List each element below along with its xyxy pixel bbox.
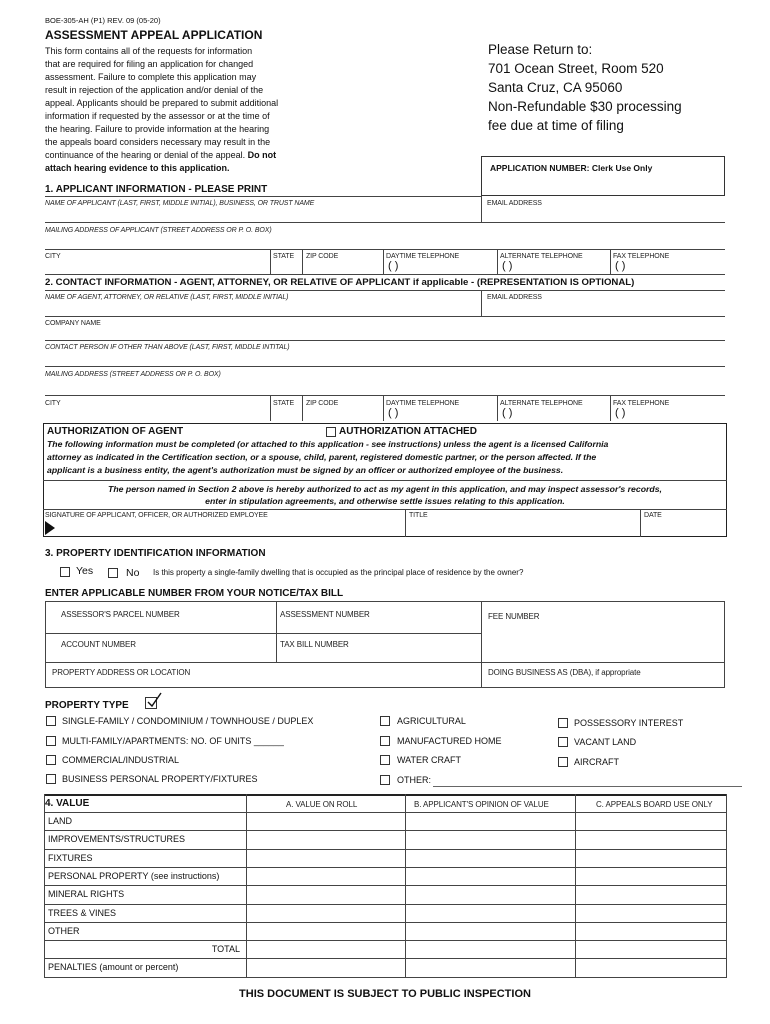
value-row-penalties-col-b-field[interactable] — [406, 960, 574, 974]
value-row-4-label: MINERAL RIGHTS — [48, 889, 125, 900]
property-address-label: PROPERTY ADDRESS OR LOCATION — [52, 668, 191, 677]
company-name-label: COMPANY NAME — [45, 320, 101, 327]
aircraft-checkbox[interactable] — [558, 757, 568, 767]
application-number-label: APPLICATION NUMBER: Clerk Use Only — [490, 163, 653, 173]
applicant-fax-field[interactable]: ( ) — [615, 260, 626, 272]
yes-checkbox[interactable] — [60, 567, 70, 577]
applicant-day-phone-label: DAYTIME TELEPHONE — [386, 253, 460, 260]
applicant-city-label: CITY — [45, 253, 61, 260]
commercial-checkbox[interactable] — [46, 755, 56, 765]
single-family-label: SINGLE-FAMILY / CONDOMINIUM / TOWNHOUSE / DUPLEX — [62, 716, 314, 726]
assessment-number-label: ASSESSMENT NUMBER — [280, 610, 370, 619]
manufactured-home-label: MANUFACTURED HOME — [397, 736, 502, 746]
agent-state-label: STATE — [273, 400, 295, 407]
intro-text: This form contains all of the requests for information that are required for filing an application for changed assessment. Failure to complete this application may result in rejection of the application and/or denial of the appeal. Applicants should be prepared to submit additional information if requested by the assessor or at the time of the hearing. Failure to provide information at the hearing the appeals board considers necessary may result in the continuance of the hearing or denial of the appeal. Do not attach hearing evidence to this application. — [45, 46, 279, 173]
value-row-total-col-c-field[interactable] — [576, 942, 725, 956]
agent-day-phone-field[interactable]: ( ) — [388, 407, 399, 419]
parcel-number-label: ASSESSOR'S PARCEL NUMBER — [61, 610, 180, 619]
value-row-1-col-c-field[interactable] — [576, 832, 725, 846]
account-number-field[interactable] — [50, 647, 272, 661]
applicant-email-label: EMAIL ADDRESS — [487, 200, 542, 207]
value-row-0-label: LAND — [48, 816, 73, 826]
value-row-total-col-a-field[interactable] — [247, 942, 404, 956]
fee-number-label: FEE NUMBER — [488, 612, 540, 621]
other-checkbox[interactable] — [380, 775, 390, 785]
agent-name-field[interactable] — [45, 302, 481, 316]
applicant-name-field[interactable] — [45, 208, 481, 222]
no-label: No — [126, 567, 140, 579]
aircraft-label: AIRCRAFT — [574, 757, 619, 767]
tax-bill-number-field[interactable] — [280, 647, 476, 661]
agricultural-checkbox[interactable] — [380, 716, 390, 726]
footer-notice: THIS DOCUMENT IS SUBJECT TO PUBLIC INSPECTION — [239, 988, 531, 1000]
signature-field[interactable] — [58, 520, 403, 534]
fee-number-field[interactable] — [486, 630, 722, 644]
value-row-5-label: TREES & VINES — [48, 907, 117, 918]
applicant-mailing-label: MAILING ADDRESS OF APPLICANT (STREET ADDRESS OR P. O. BOX) — [45, 227, 272, 234]
value-row-2-col-b-field[interactable] — [406, 851, 574, 865]
applicant-zip-label: ZIP CODE — [306, 253, 339, 260]
agent-email-label: EMAIL ADDRESS — [487, 294, 542, 301]
value-row-5-col-c-field[interactable] — [576, 906, 725, 920]
applicant-alt-phone-field[interactable]: ( ) — [502, 260, 513, 272]
agent-mailing-field[interactable] — [45, 379, 725, 393]
value-heading: 4. VALUE — [45, 798, 90, 809]
value-row-1-col-a-field[interactable] — [247, 832, 404, 846]
value-row-total-label: TOTAL — [211, 944, 240, 955]
value-row-2-col-a-field[interactable] — [247, 851, 404, 865]
value-on-roll-header: A. VALUE ON ROLL — [286, 800, 358, 809]
account-number-label: ACCOUNT NUMBER — [61, 640, 136, 649]
value-row-3-col-c-field[interactable] — [576, 869, 725, 883]
applicant-opinion-header: B. APPLICANT'S OPINION OF VALUE — [414, 800, 549, 809]
value-row-penalties-col-a-field[interactable] — [247, 960, 404, 974]
authorization-attached-checkbox[interactable] — [326, 427, 336, 437]
date-label: DATE — [644, 512, 662, 519]
section-3-heading: 3. PROPERTY IDENTIFICATION INFORMATION — [45, 548, 266, 559]
value-row-2-col-c-field[interactable] — [576, 851, 725, 865]
appeals-board-header: C. APPEALS BOARD USE ONLY — [596, 800, 713, 809]
value-row-3-label: PERSONAL PROPERTY (see instructions) — [48, 870, 220, 881]
agent-fax-field[interactable]: ( ) — [615, 407, 626, 419]
single-family-checkbox[interactable] — [46, 716, 56, 726]
authorization-attached-label: AUTHORIZATION ATTACHED — [339, 426, 477, 437]
return-address: Please Return to: 701 Ocean Street, Room 520 Santa Cruz, CA 95060 Non-Refundable $30 processing fee due at time of filing — [488, 42, 682, 133]
value-row-6-label: OTHER — [48, 925, 80, 936]
property-type-checkbox[interactable] — [145, 697, 157, 709]
yes-label: Yes — [76, 565, 94, 577]
applicant-name-label: NAME OF APPLICANT (LAST, FIRST, MIDDLE INITIAL), BUSINESS, OR TRUST NAME — [45, 200, 315, 207]
owner-occupied-question: Is this property a single-family dwelling that is occupied as the principal place of residence by the owner? — [153, 568, 524, 577]
vacant-land-checkbox[interactable] — [558, 737, 568, 747]
other-field[interactable] — [433, 786, 742, 787]
agent-city-label: CITY — [45, 400, 61, 407]
agent-fax-label: FAX TELEPHONE — [613, 400, 670, 407]
value-row-3-col-b-field[interactable] — [406, 869, 574, 883]
agent-zip-label: ZIP CODE — [306, 400, 339, 407]
multi-family-checkbox[interactable] — [46, 736, 56, 746]
no-checkbox[interactable] — [108, 568, 118, 578]
title-label: TITLE — [409, 512, 428, 519]
notice-number-heading: ENTER APPLICABLE NUMBER FROM YOUR NOTICE/TAX BILL — [45, 588, 344, 599]
agent-alt-phone-label: ALTERNATE TELEPHONE — [500, 400, 583, 407]
value-row-6-col-b-field[interactable] — [406, 924, 574, 938]
value-row-0-col-b-field[interactable] — [406, 814, 574, 828]
applicant-fax-label: FAX TELEPHONE — [613, 253, 670, 260]
water-craft-checkbox[interactable] — [380, 755, 390, 765]
business-personal-label: BUSINESS PERSONAL PROPERTY/FIXTURES — [62, 774, 258, 784]
value-row-total-col-b-field[interactable] — [406, 942, 574, 956]
commercial-label: COMMERCIAL/INDUSTRIAL — [62, 755, 180, 765]
agent-name-label: NAME OF AGENT, ATTORNEY, OR RELATIVE (LAST, FIRST, MIDDLE INITIAL) — [45, 294, 289, 301]
contact-person-field[interactable] — [45, 352, 725, 366]
possessory-interest-checkbox[interactable] — [558, 718, 568, 728]
value-row-6-col-a-field[interactable] — [247, 924, 404, 938]
value-row-0-col-c-field[interactable] — [576, 814, 725, 828]
value-row-5-col-b-field[interactable] — [406, 906, 574, 920]
water-craft-label: WATER CRAFT — [397, 755, 461, 765]
title-field[interactable] — [409, 520, 639, 534]
value-row-5-col-a-field[interactable] — [247, 906, 404, 920]
parcel-number-field[interactable] — [50, 618, 272, 632]
page-title: ASSESSMENT APPEAL APPLICATION — [45, 28, 263, 42]
value-row-1-col-b-field[interactable] — [406, 832, 574, 846]
value-row-4-col-c-field[interactable] — [576, 887, 725, 901]
possessory-interest-label: POSSESSORY INTEREST — [574, 718, 684, 728]
business-personal-checkbox[interactable] — [46, 774, 56, 784]
date-field[interactable] — [644, 520, 724, 534]
dba-field[interactable] — [486, 674, 722, 688]
section-2-heading: 2. CONTACT INFORMATION - AGENT, ATTORNEY, OR RELATIVE OF APPLICANT if applicable - (REPRESENTATION IS OPTIONAL) — [45, 277, 635, 288]
section-1-heading: 1. APPLICANT INFORMATION - PLEASE PRINT — [45, 184, 268, 195]
agricultural-label: AGRICULTURAL — [397, 716, 466, 726]
multi-family-label: MULTI-FAMILY/APARTMENTS: NO. OF UNITS ______ — [62, 736, 284, 746]
assessment-number-field[interactable] — [280, 618, 476, 632]
vacant-land-label: VACANT LAND — [574, 737, 637, 747]
signature-arrow-icon — [45, 521, 55, 535]
tax-bill-number-label: TAX BILL NUMBER — [280, 640, 349, 649]
applicant-alt-phone-label: ALTERNATE TELEPHONE — [500, 253, 583, 260]
property-type-heading: PROPERTY TYPE — [45, 700, 129, 711]
value-row-4-col-a-field[interactable] — [247, 887, 404, 901]
value-row-3-col-a-field[interactable] — [247, 869, 404, 883]
value-row-2-label: FIXTURES — [48, 852, 93, 863]
authorization-instructions: The following information must be completed (or attached to this application - see instructions) unless the agent is a licensed California attorney as indicated in the Certification section, or a spouse, child, parent, registered domestic partner, or the person affected. If the applicant is a business entity, the agent's authorization must be signed by an officer or authorized employee of the business. — [47, 439, 609, 475]
checkmark-icon — [146, 693, 162, 709]
agent-mailing-label: MAILING ADDRESS (STREET ADDRESS OR P. O. BOX) — [45, 371, 221, 378]
agent-alt-phone-field[interactable]: ( ) — [502, 407, 513, 419]
authorization-heading: AUTHORIZATION OF AGENT — [47, 426, 184, 437]
applicant-email-field[interactable] — [485, 208, 725, 222]
other-label: OTHER: — [397, 775, 432, 785]
value-row-1-label: IMPROVEMENTS/STRUCTURES — [48, 834, 186, 845]
signature-label: SIGNATURE OF APPLICANT, OFFICER, OR AUTHORIZED EMPLOYEE — [45, 512, 268, 519]
dba-label: DOING BUSINESS AS (DBA), if appropriate — [488, 668, 641, 677]
applicant-mailing-field[interactable] — [45, 235, 725, 249]
agent-email-field[interactable] — [485, 302, 725, 316]
value-row-penalties-label: PENALTIES (amount or percent) — [48, 962, 179, 973]
application-number-box[interactable] — [481, 156, 725, 196]
value-row-4-col-b-field[interactable] — [406, 887, 574, 901]
applicant-state-label: STATE — [273, 253, 295, 260]
applicant-day-phone-field[interactable]: ( ) — [388, 260, 399, 272]
form-id: BOE-305-AH (P1) REV. 09 (05-20) — [45, 16, 161, 25]
contact-person-label: CONTACT PERSON IF OTHER THAN ABOVE (LAST, FIRST, MIDDLE INTITAL) — [45, 344, 290, 351]
value-row-penalties-col-c-field[interactable] — [576, 960, 725, 974]
value-row-0-col-a-field[interactable] — [247, 814, 404, 828]
value-row-6-col-c-field[interactable] — [576, 924, 725, 938]
agent-day-phone-label: DAYTIME TELEPHONE — [386, 400, 460, 407]
authorization-statement: The person named in Section 2 above is hereby authorized to act as my agent in this application, and may inspect assessor's records, enter in stipulation agreements, and otherwise settle issues relating to this application. — [108, 484, 662, 506]
manufactured-home-checkbox[interactable] — [380, 736, 390, 746]
property-address-field[interactable] — [50, 674, 476, 688]
